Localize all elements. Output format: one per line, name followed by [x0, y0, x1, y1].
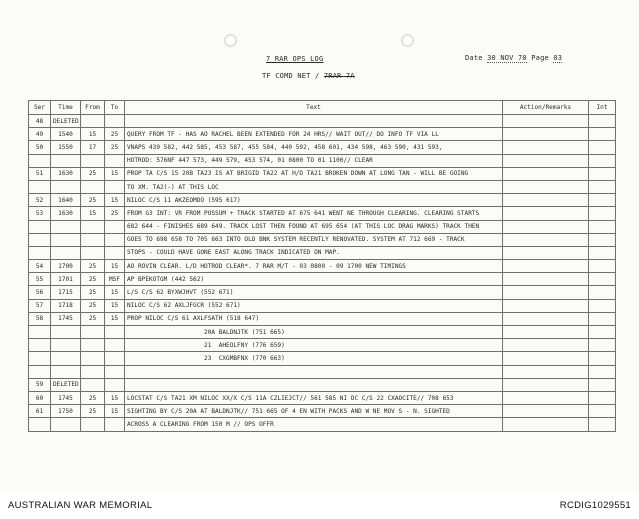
table-row — [29, 326, 616, 339]
cell-int — [589, 352, 616, 365]
cell-ser: 50 — [29, 141, 51, 154]
cell-to: 25 — [105, 207, 125, 220]
table-row — [29, 365, 616, 378]
cell-action-remarks — [503, 352, 589, 365]
cell-from: 25 — [81, 167, 105, 180]
cell-text: 682 644 - FINISHES 689 649. TRACK LOST THEN FOUND AT 695 654 (AT THIS LOC DRAG MARKS) TRACK THEN — [125, 220, 503, 233]
cell-ser: 56 — [29, 286, 51, 299]
cell-action-remarks — [503, 365, 589, 378]
cell-int — [589, 286, 616, 299]
cell-to: 15 — [105, 286, 125, 299]
cell-to: 15 — [105, 405, 125, 418]
cell-ser: 60 — [29, 391, 51, 404]
cell-int — [589, 405, 616, 418]
cell-from — [81, 352, 105, 365]
cell-ser: 61 — [29, 405, 51, 418]
cell-from — [81, 115, 105, 128]
cell-ser: 52 — [29, 194, 51, 207]
cell-action-remarks — [503, 233, 589, 246]
net-label: TF COMD NET / — [262, 72, 320, 80]
cell-int — [589, 378, 616, 391]
table-body — [29, 115, 616, 432]
column-header-int: Int — [589, 101, 616, 115]
cell-to — [105, 233, 125, 246]
cell-time: 1630 — [51, 207, 81, 220]
page-label: Page — [531, 54, 549, 62]
cell-from: 25 — [81, 312, 105, 325]
column-header-from: From — [81, 101, 105, 115]
cell-from — [81, 339, 105, 352]
cell-text: AP BPEKOTGM (442 562) — [125, 273, 503, 286]
cell-time — [51, 180, 81, 193]
cell-action-remarks — [503, 220, 589, 233]
cell-action-remarks — [503, 299, 589, 312]
cell-to: 15 — [105, 194, 125, 207]
cell-time — [51, 365, 81, 378]
table-row — [29, 339, 616, 352]
table-row — [29, 405, 616, 418]
cell-action-remarks — [503, 418, 589, 431]
cell-from: 25 — [81, 194, 105, 207]
cell-text: LOCSTAT C/S TA21 XM NILOC XX/X C/S 11A CZLIEJCT// 561 585 NI OC C/S 22 CXAOCITE// 708 653 — [125, 391, 503, 404]
cell-int — [589, 339, 616, 352]
cell-text: QUERY FROM TF - HAS AO RACHEL BEEN EXTENDED FOR 24 HRS// WAIT OUT// DO INFO TF VIA LL — [125, 128, 503, 141]
cell-from — [81, 378, 105, 391]
cell-text: NILOC C/S 62 AXLJFGCR (552 671) — [125, 299, 503, 312]
cell-from: 17 — [81, 141, 105, 154]
cell-from: 25 — [81, 273, 105, 286]
cell-action-remarks — [503, 115, 589, 128]
cell-to: 25 — [105, 141, 125, 154]
cell-from — [81, 365, 105, 378]
cell-int — [589, 418, 616, 431]
cell-to — [105, 154, 125, 167]
cell-time — [51, 339, 81, 352]
cell-text: GOES TO 698 658 TO 705 663 INTO OLD BNK SYSTEM RECENTLY RENOVATED. SYSTEM AT 712 669 - TRACK — [125, 233, 503, 246]
cell-action-remarks — [503, 141, 589, 154]
date-page-field — [465, 54, 562, 62]
table-row — [29, 194, 616, 207]
table-row — [29, 128, 616, 141]
cell-text — [125, 378, 503, 391]
cell-to: 15 — [105, 260, 125, 273]
cell-from: 25 — [81, 286, 105, 299]
column-header-text: Text — [125, 101, 503, 115]
cell-time: 1640 — [51, 194, 81, 207]
cell-time — [51, 154, 81, 167]
cell-to — [105, 246, 125, 259]
cell-action-remarks — [503, 180, 589, 193]
cell-ser — [29, 233, 51, 246]
cell-from — [81, 233, 105, 246]
cell-to: 15 — [105, 167, 125, 180]
cell-ser: 48 — [29, 115, 51, 128]
cell-int — [589, 220, 616, 233]
cell-action-remarks — [503, 260, 589, 273]
table-row — [29, 154, 616, 167]
cell-time: 1701 — [51, 273, 81, 286]
cell-time: DELETED — [51, 378, 81, 391]
cell-time: 1630 — [51, 167, 81, 180]
page-value: 03 — [553, 54, 563, 62]
table-row — [29, 391, 616, 404]
cell-time: 1540 — [51, 128, 81, 141]
cell-time: 1700 — [51, 260, 81, 273]
struck-unit: 7RAR 7A — [323, 72, 355, 80]
cell-to — [105, 352, 125, 365]
cell-to — [105, 418, 125, 431]
cell-action-remarks — [503, 339, 589, 352]
cell-action-remarks — [503, 246, 589, 259]
cell-time — [51, 352, 81, 365]
cell-int — [589, 141, 616, 154]
cell-from: 15 — [81, 128, 105, 141]
cell-ser: 59 — [29, 378, 51, 391]
cell-int — [589, 167, 616, 180]
table-row — [29, 260, 616, 273]
cell-text: VNAPS 439 582, 442 585, 453 587, 455 584, 440 592, 458 601, 434 598, 463 590, 431 593, — [125, 141, 503, 154]
table-row — [29, 352, 616, 365]
cell-ser: 55 — [29, 273, 51, 286]
table-row — [29, 378, 616, 391]
cell-int — [589, 154, 616, 167]
cell-action-remarks — [503, 154, 589, 167]
cell-action-remarks — [503, 273, 589, 286]
cell-to — [105, 180, 125, 193]
cell-action-remarks — [503, 128, 589, 141]
cell-action-remarks — [503, 194, 589, 207]
cell-action-remarks — [503, 167, 589, 180]
cell-text — [125, 115, 503, 128]
cell-text: 20A BALDNJTK (751 665) — [125, 326, 503, 339]
cell-from — [81, 418, 105, 431]
cell-text: L/S C/S 62 BYXWJHVT (552 671) — [125, 286, 503, 299]
cell-action-remarks — [503, 312, 589, 325]
cell-from — [81, 220, 105, 233]
cell-to: MSF — [105, 273, 125, 286]
cell-int — [589, 233, 616, 246]
cell-int — [589, 326, 616, 339]
log-title: 7 RAR OPS LOG — [266, 55, 324, 63]
cell-time — [51, 418, 81, 431]
cell-to — [105, 378, 125, 391]
cell-int — [589, 115, 616, 128]
cell-time: 1745 — [51, 391, 81, 404]
cell-text: NILOC C/S 11 AKZEOMDO (595 617) — [125, 194, 503, 207]
cell-text — [125, 365, 503, 378]
cell-ser — [29, 220, 51, 233]
cell-text: TO XM. TA2(-) AT THIS LOC — [125, 180, 503, 193]
table-row — [29, 286, 616, 299]
cell-time — [51, 220, 81, 233]
cell-ser — [29, 339, 51, 352]
cell-text: PROP NILOC C/S 61 AXLFSATH (518 647) — [125, 312, 503, 325]
cell-ser: 54 — [29, 260, 51, 273]
cell-text: SIGHTING BY C/S 20A AT BALDNJTK// 751 665 OF 4 EN WITH PACKS AND W NE MOV S - N. SIGHTED — [125, 405, 503, 418]
cell-ser — [29, 154, 51, 167]
log-subtitle — [262, 72, 355, 80]
cell-to: 15 — [105, 391, 125, 404]
cell-from: 25 — [81, 260, 105, 273]
cell-ser: 49 — [29, 128, 51, 141]
cell-ser: 51 — [29, 167, 51, 180]
table-row — [29, 312, 616, 325]
cell-to — [105, 365, 125, 378]
cell-from: 15 — [81, 207, 105, 220]
table-row — [29, 115, 616, 128]
cell-int — [589, 194, 616, 207]
cell-time: 1745 — [51, 312, 81, 325]
table-row — [29, 273, 616, 286]
cell-action-remarks — [503, 391, 589, 404]
ops-log-table — [28, 100, 616, 432]
cell-int — [589, 246, 616, 259]
footer-id: RCDIG1029551 — [559, 500, 631, 511]
cell-ser — [29, 365, 51, 378]
cell-text: AO ROVIN CLEAR. L/D HOTROD CLEAR*. 7 RAR M/T - 03 0800 - 09 1700 NEW TIMINGS — [125, 260, 503, 273]
cell-from: 25 — [81, 299, 105, 312]
table-row — [29, 207, 616, 220]
cell-from: 25 — [81, 405, 105, 418]
cell-int — [589, 273, 616, 286]
cell-int — [589, 365, 616, 378]
cell-to — [105, 220, 125, 233]
table-row — [29, 246, 616, 259]
cell-text: FROM G3 INT: VR FROM POSSUM + TRACK STARTED AT 675 641 WENT NE THROUGH CLEARING. CLEARING STARTS — [125, 207, 503, 220]
footer-source: AUSTRALIAN WAR MEMORIAL — [8, 500, 153, 511]
cell-ser — [29, 418, 51, 431]
cell-to: 15 — [105, 312, 125, 325]
cell-from — [81, 326, 105, 339]
table-row — [29, 418, 616, 431]
cell-to: 25 — [105, 128, 125, 141]
cell-int — [589, 260, 616, 273]
cell-time: DELETED — [51, 115, 81, 128]
cell-int — [589, 207, 616, 220]
cell-text: PROP TA C/S 15 20B TA23 IS AT BRIGID TA22 AT H/D TA21 BROKEN DOWN AT LONG TAN - WILL BE GOING — [125, 167, 503, 180]
cell-int — [589, 128, 616, 141]
cell-text: 21 AHEOLFNY (776 659) — [125, 339, 503, 352]
cell-time: 1550 — [51, 141, 81, 154]
table-row — [29, 141, 616, 154]
table-row — [29, 299, 616, 312]
column-header-ser: Ser — [29, 101, 51, 115]
punch-hole-left — [224, 34, 237, 47]
cell-time: 1715 — [51, 286, 81, 299]
cell-ser: 53 — [29, 207, 51, 220]
column-header-time: Time — [51, 101, 81, 115]
cell-time — [51, 326, 81, 339]
column-header-action-remarks: Action/Remarks — [503, 101, 589, 115]
cell-int — [589, 391, 616, 404]
date-value: 30 NOV 70 — [487, 54, 527, 62]
cell-from: 25 — [81, 391, 105, 404]
cell-action-remarks — [503, 378, 589, 391]
table-row — [29, 167, 616, 180]
cell-to: 15 — [105, 299, 125, 312]
cell-to — [105, 326, 125, 339]
date-label: Date — [465, 54, 483, 62]
table-row — [29, 233, 616, 246]
table-header-row — [29, 101, 616, 115]
cell-int — [589, 299, 616, 312]
punch-hole-right — [401, 34, 414, 47]
cell-ser — [29, 246, 51, 259]
cell-action-remarks — [503, 326, 589, 339]
cell-time — [51, 233, 81, 246]
cell-text: 23 CXGMBFNX (770 663) — [125, 352, 503, 365]
cell-int — [589, 312, 616, 325]
column-header-to: To — [105, 101, 125, 115]
cell-ser — [29, 326, 51, 339]
cell-to — [105, 339, 125, 352]
cell-int — [589, 180, 616, 193]
cell-action-remarks — [503, 405, 589, 418]
cell-text: HOTROD: 576NF 447 573, 449 579, 453 574, 01 0800 TO 01 1100// CLEAR — [125, 154, 503, 167]
cell-text: ACROSS A CLEARING FROM 150 M // OPS OFFR — [125, 418, 503, 431]
cell-action-remarks — [503, 286, 589, 299]
cell-to — [105, 115, 125, 128]
cell-ser — [29, 352, 51, 365]
cell-time: 1750 — [51, 405, 81, 418]
cell-text: STOPS - COULD HAVE GONE EAST ALONG TRACK INDICATED ON MAP. — [125, 246, 503, 259]
cell-from — [81, 180, 105, 193]
cell-time — [51, 246, 81, 259]
cell-action-remarks — [503, 207, 589, 220]
table-row — [29, 180, 616, 193]
cell-ser: 57 — [29, 299, 51, 312]
cell-time: 1718 — [51, 299, 81, 312]
cell-from — [81, 246, 105, 259]
cell-ser: 58 — [29, 312, 51, 325]
table-row — [29, 220, 616, 233]
cell-ser — [29, 180, 51, 193]
cell-from — [81, 154, 105, 167]
